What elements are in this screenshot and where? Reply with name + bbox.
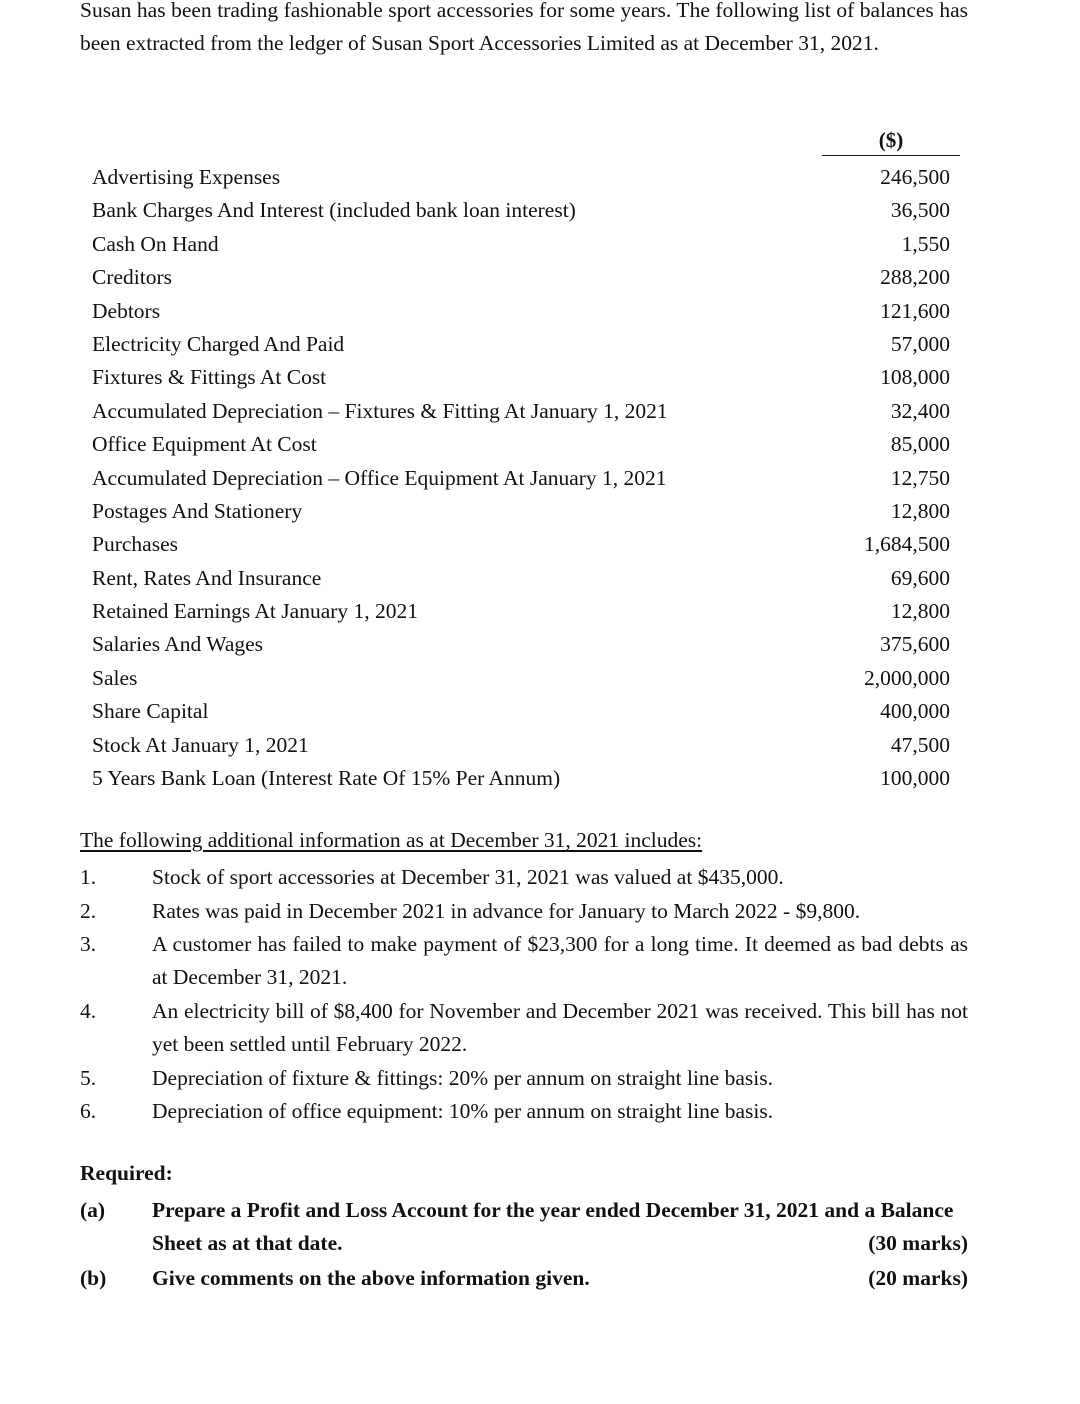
- ledger-amount: 69,600: [890, 565, 950, 590]
- ledger-label: Office Equipment At Cost: [92, 432, 317, 457]
- item-text: Rates was paid in December 2021 in advance for January to March 2022 - $9,800.: [152, 898, 861, 923]
- ledger-label: Postages And Stationery: [92, 498, 303, 523]
- ledger-row: [92, 662, 950, 695]
- ledger-amount: 85,000: [890, 432, 950, 457]
- ledger-label: Accumulated Depreciation – Fixtures & Fitting At January 1, 2021: [92, 398, 668, 423]
- ledger-amount: 1,684,500: [864, 532, 950, 557]
- ledger-label: Salaries And Wages: [92, 632, 264, 657]
- ledger-row: [92, 695, 950, 728]
- ledger-amount: 100,000: [880, 766, 950, 791]
- ledger-row: [92, 495, 950, 528]
- ledger-amount: 108,000: [880, 365, 950, 390]
- ledger-label: 5 Years Bank Loan (Interest Rate Of 15% Per Annum): [92, 766, 561, 791]
- ledger-amount: 375,600: [880, 632, 950, 657]
- item-number: 5.: [80, 1065, 97, 1090]
- ledger-label: Accumulated Depreciation – Office Equipment At January 1, 2021: [92, 465, 667, 490]
- ledger-row: [92, 462, 950, 495]
- ledger-amount: 57,000: [890, 331, 950, 356]
- ledger-row: [92, 428, 950, 461]
- ledger-amount: 288,200: [880, 265, 950, 290]
- ledger-amount: 246,500: [880, 165, 950, 189]
- item-text: A customer has failed to make payment of $23,300 for a long time. It deemed as bad debts as at December 31, 2021.: [152, 932, 968, 990]
- ledger-row: [92, 562, 950, 595]
- required-title: Required:: [80, 1161, 173, 1185]
- ledger-amount: 36,500: [890, 198, 950, 223]
- ledger-amount: 12,800: [890, 498, 950, 523]
- ledger-row: [92, 595, 950, 628]
- item-number: 3.: [80, 932, 97, 956]
- ledger-amount: 2,000,000: [864, 665, 950, 690]
- ledger-row: [92, 161, 950, 194]
- ledger-amount: 12,800: [890, 599, 950, 624]
- required-text: Give comments on the above information given.: [152, 1266, 590, 1290]
- ledger-label: Sales: [92, 665, 138, 690]
- ledger-row: [92, 295, 950, 328]
- ledger-label: Stock At January 1, 2021: [92, 732, 309, 757]
- intro-paragraph: Susan has been trading fashionable sport accessories for some years. The following list of balances has been extracted from the ledger of Susan Sport Accessories Limited as at December 31, 2021.: [80, 0, 968, 55]
- ledger-amount: 121,600: [880, 298, 950, 323]
- ledger-label: Creditors: [92, 265, 173, 290]
- required-marks: (30 marks): [868, 1231, 968, 1256]
- ledger-row: [92, 328, 950, 361]
- ledger-label: Retained Earnings At January 1, 2021: [92, 599, 419, 624]
- ledger-row: [92, 228, 950, 261]
- ledger-label: Purchases: [92, 532, 178, 557]
- ledger-row: [92, 395, 950, 428]
- ledger-amount: 32,400: [890, 398, 950, 423]
- ledger-row: [92, 361, 950, 394]
- ledger-row: [92, 628, 950, 661]
- required-text: Prepare a Profit and Loss Account for the year ended December 31, 2021 and a Balance Sheet as at that date.: [152, 1198, 954, 1256]
- item-number: 1.: [80, 865, 97, 889]
- ledger-label: Share Capital: [92, 699, 209, 724]
- ledger-row: [92, 762, 950, 795]
- ledger-label: Electricity Charged And Paid: [92, 331, 345, 356]
- amount-column-header: ($): [822, 128, 960, 156]
- ledger-amount: 12,750: [890, 465, 950, 490]
- ledger-label: Cash On Hand: [92, 231, 219, 256]
- ledger-table: [92, 161, 950, 795]
- ledger-label: Rent, Rates And Insurance: [92, 565, 322, 590]
- ledger-label: Bank Charges And Interest (included bank loan interest): [92, 198, 576, 223]
- item-text: Depreciation of office equipment: 10% per annum on straight line basis.: [152, 1099, 774, 1123]
- ledger-row: [92, 528, 950, 561]
- ledger-label: Debtors: [92, 298, 161, 323]
- ledger-label: Fixtures & Fittings At Cost: [92, 365, 327, 390]
- item-number: 4.: [80, 998, 97, 1023]
- ledger-amount: 400,000: [880, 699, 950, 724]
- required-marks: (20 marks): [868, 1266, 968, 1290]
- item-number: 2.: [80, 898, 97, 923]
- ledger-amount: 47,500: [890, 732, 950, 757]
- ledger-label: Advertising Expenses: [92, 165, 281, 189]
- item-text: An electricity bill of $8,400 for November and December 2021 was received. This bill has not yet been settled until February 2022.: [152, 998, 968, 1056]
- required-label: (b): [80, 1266, 107, 1290]
- item-text: Depreciation of fixture & fittings: 20% per annum on straight line basis.: [152, 1065, 773, 1090]
- ledger-amount: 1,550: [901, 231, 950, 256]
- ledger-row: [92, 729, 950, 762]
- ledger-row: [92, 194, 950, 227]
- item-text: Stock of sport accessories at December 31, 2021 was valued at $435,000.: [152, 865, 784, 889]
- required-label: (a): [80, 1198, 106, 1222]
- item-number: 6.: [80, 1099, 97, 1123]
- additional-info-title: The following additional information as at December 31, 2021 includes:: [80, 828, 703, 852]
- ledger-row: [92, 261, 950, 294]
